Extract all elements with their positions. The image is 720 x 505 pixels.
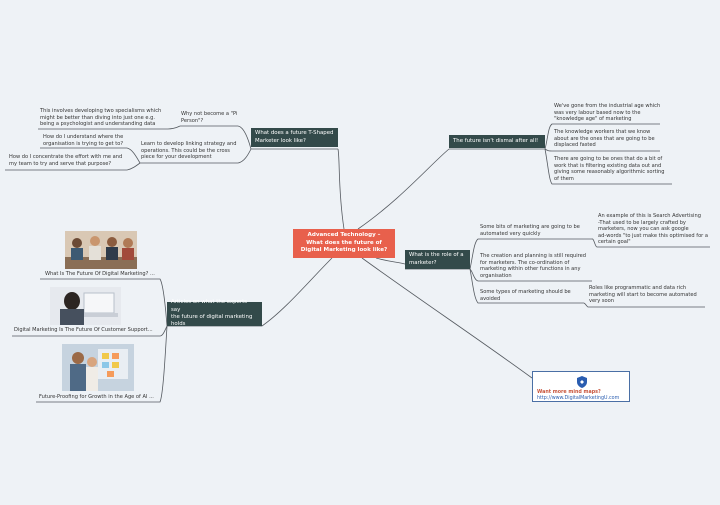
leaf-programmatic-line-1: Roles like programmatic and data rich bbox=[589, 285, 687, 291]
leaf-why-pi-person[interactable] bbox=[181, 111, 237, 124]
leaf-linking-strategy[interactable] bbox=[141, 141, 236, 161]
leaf-avoided-line-2: avoided bbox=[480, 295, 501, 302]
leaf-programmatic-line-2: marketing will start to become automated bbox=[589, 291, 697, 298]
leaf-learn-line-2: operations. This could be the cross bbox=[141, 147, 230, 154]
article-caption-1[interactable]: What Is The Future Of Digital Marketing? ... bbox=[45, 271, 155, 277]
leaf-filtering-line-2: work that is filtering existing data out and bbox=[554, 162, 662, 169]
leaf-avoided-marketing[interactable] bbox=[480, 289, 571, 302]
topic-tshaped-line-2: Marketer look like? bbox=[255, 137, 306, 144]
topic-articles-line-1: Articles on what the experts say bbox=[171, 299, 248, 313]
leaf-automated-line-1: Some bits of marketing are going to be bbox=[480, 224, 580, 230]
article-thumbnail-customer-support[interactable] bbox=[50, 287, 121, 325]
leaf-understand-line-2: organisation is trying to get to? bbox=[43, 140, 124, 147]
article-caption-2[interactable]: Digital Marketing Is The Future Of Customer Support... bbox=[14, 327, 153, 333]
article-thumbnail-team-meeting[interactable] bbox=[65, 231, 137, 269]
shield-logo-icon bbox=[577, 376, 587, 388]
topic-expert-articles[interactable] bbox=[167, 299, 262, 328]
central-topic-line-1: Advanced Technology – bbox=[307, 232, 381, 239]
central-topic-line-2: What does the future of bbox=[306, 239, 382, 246]
leaf-understand-line-1: How do I understand where the bbox=[43, 134, 124, 140]
topic-future-not-dismal[interactable] bbox=[449, 135, 545, 148]
team-meeting-photo bbox=[65, 231, 137, 269]
leaf-filtering-line-3: giving some reasonably algorithmic sorting bbox=[554, 169, 665, 176]
leaf-why-line-1: Why not become a "Pi bbox=[181, 111, 238, 117]
article-caption-3[interactable]: Future-Proofing for Growth in the Age of AI ... bbox=[39, 394, 154, 400]
leaf-avoided-line-1: Some types of marketing should be bbox=[480, 289, 571, 295]
leaf-programmatic-roles[interactable] bbox=[589, 285, 697, 305]
link-center-dismal bbox=[358, 149, 449, 229]
leaf-knowledge-line-2: about are the ones that are going to be bbox=[554, 135, 655, 142]
link-center-tshaped bbox=[338, 149, 344, 229]
leaf-search-line-5: certain goal" bbox=[598, 239, 631, 246]
leaf-learn-line-1: Learn to develop linking strategy and bbox=[141, 141, 237, 147]
leaf-industrial-line-3: "knowledge age" of marketing bbox=[554, 116, 632, 123]
leaf-creation-line-3: marketing within other functions in any bbox=[480, 266, 581, 273]
more-mind-maps-card[interactable] bbox=[532, 371, 630, 402]
leaf-why-line-2: Person"? bbox=[181, 117, 204, 124]
leaf-concentrate-line-2: my team to try and serve that purpose? bbox=[9, 160, 112, 167]
topic-role-line-2: marketer? bbox=[409, 259, 437, 266]
leaf-knowledge-workers[interactable] bbox=[554, 129, 655, 149]
leaf-industrial-line-2: was very labour based now to the bbox=[554, 109, 641, 116]
leaf-specialisms-line-2: might be better than diving into just one e.g. bbox=[40, 114, 155, 121]
topic-articles-line-2: the future of digital marketing bbox=[171, 314, 253, 320]
leaf-creation-line-2: for marketers. The co-ordination of bbox=[480, 259, 570, 266]
leaf-specialisms-line-3: being a psychologist and understanding data bbox=[40, 121, 156, 128]
future-proofing-photo bbox=[62, 344, 134, 391]
topic-articles-line-3: holds bbox=[171, 321, 186, 328]
leaf-creation-line-1: The creation and planning is still required bbox=[480, 253, 586, 259]
leaf-concentrate-line-1: How do I concentrate the effort with me and bbox=[9, 154, 123, 160]
central-topic-line-3: Digital Marketing look like? bbox=[300, 247, 388, 254]
leaf-filtering-line-1: There are going to be ones that do a bit of bbox=[554, 156, 663, 162]
topic-role-line-1: What is the role of a bbox=[409, 252, 464, 259]
leaf-search-line-2: -That used to be largely crafted by bbox=[598, 219, 686, 226]
link-center-articles bbox=[262, 258, 332, 326]
leaf-creation-line-4: organisation bbox=[480, 272, 512, 279]
leaf-search-advertising[interactable] bbox=[598, 213, 708, 246]
leaf-knowledge-line-3: displaced fasted bbox=[554, 142, 596, 149]
leaf-industrial-age[interactable] bbox=[554, 103, 660, 123]
leaf-specialisms-line-1: This involves developing two specialisms which bbox=[40, 108, 162, 114]
central-topic[interactable] bbox=[293, 229, 395, 258]
leaf-filtering-line-4: of them bbox=[554, 175, 574, 182]
link-center-role bbox=[376, 258, 405, 264]
leaf-search-line-3: marketers, now you can ask google bbox=[598, 226, 689, 233]
leaf-filtering-work[interactable] bbox=[554, 156, 664, 182]
leaf-learn-line-3: piece for your development bbox=[141, 154, 212, 161]
more-mind-maps-link[interactable]: http://www.DigitalMarketingU.com bbox=[537, 396, 620, 401]
leaf-creation-planning[interactable] bbox=[480, 253, 586, 279]
leaf-knowledge-line-1: The knowledge workers that we know bbox=[554, 129, 651, 135]
leaf-automated-quickly[interactable] bbox=[480, 224, 580, 237]
leaf-two-specialisms[interactable] bbox=[40, 108, 161, 128]
leaf-automated-line-2: automated very quickly bbox=[480, 230, 541, 237]
leaf-programmatic-line-3: very soon bbox=[589, 298, 614, 305]
leaf-industrial-line-1: We've gone from the industrial age which bbox=[554, 103, 661, 109]
leaf-search-line-1: An example of this is Search Advertising bbox=[598, 213, 701, 219]
link-dismal-knowledge bbox=[545, 149, 660, 151]
article-thumbnail-future-proofing[interactable] bbox=[62, 344, 134, 391]
topic-dismal-line-1: The future isn't dismal after all! bbox=[453, 137, 539, 144]
customer-support-photo bbox=[50, 287, 121, 325]
leaf-search-line-4: ad-words "to just make this optimised for a bbox=[598, 232, 709, 239]
leaf-understand-organisation[interactable] bbox=[43, 134, 123, 147]
topic-tshaped-line-1: What does a future T-Shaped bbox=[255, 130, 334, 137]
more-mind-maps-title: Want more mind maps? bbox=[537, 390, 601, 395]
leaf-concentrate-effort[interactable] bbox=[9, 154, 122, 167]
topic-tshaped-marketer[interactable] bbox=[251, 128, 338, 147]
topic-role-of-marketer[interactable] bbox=[405, 250, 470, 269]
